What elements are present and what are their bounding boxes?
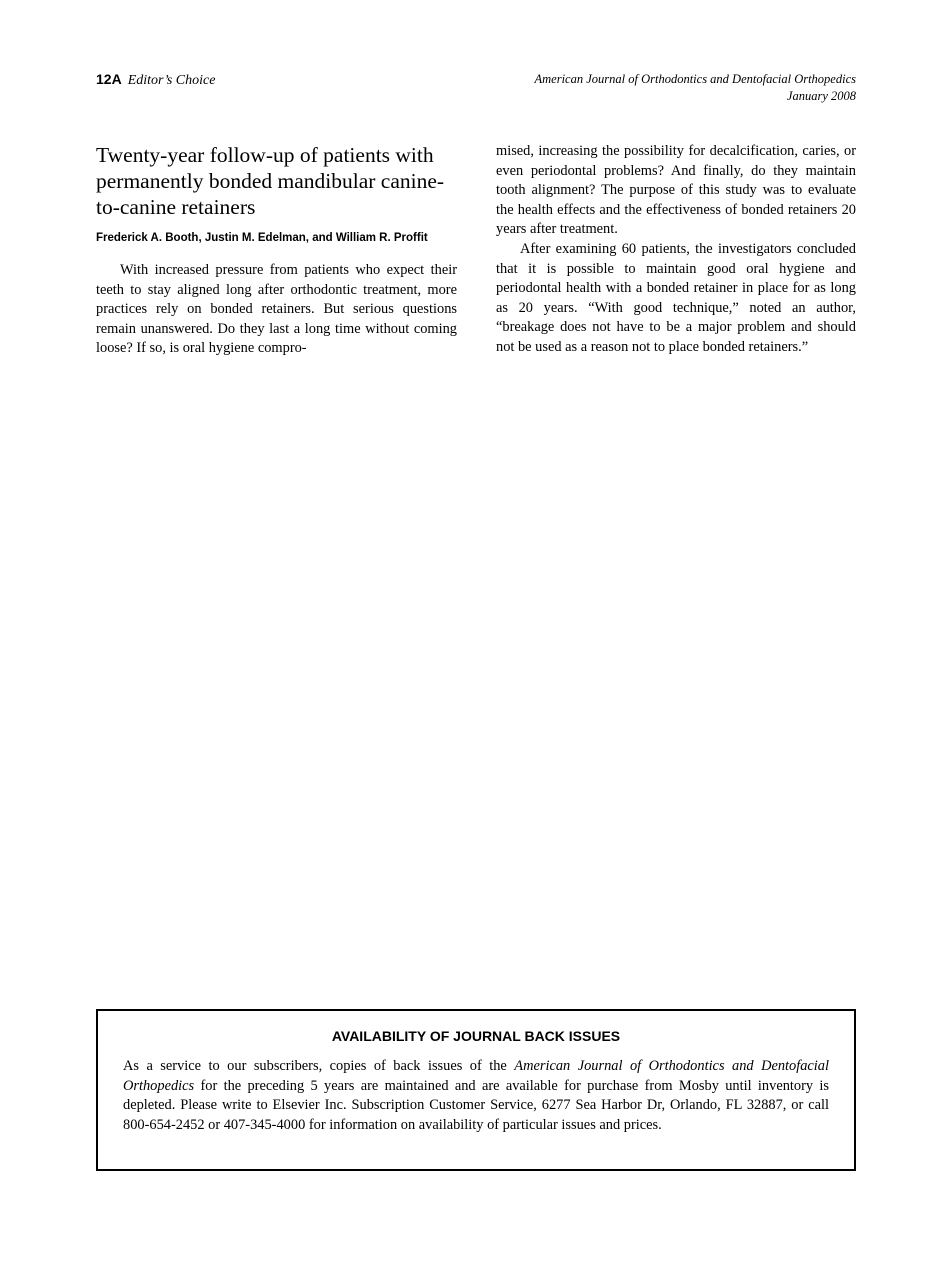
article-authors: Frederick A. Booth, Justin M. Edelman, and William R. Proffit [96, 232, 428, 244]
back-issues-notice [96, 1009, 856, 1171]
notice-journal-name: American Journal of Orthodontics and Dentofacial Orthopedics [123, 1058, 830, 1094]
notice-text [123, 1057, 829, 1135]
paragraph-2: After examining 60 patients, the investigators concluded that it is possible to maintain good oral hygiene and periodontal health with a bonded retainer in place for as long as 20 years. “With good technique,” noted an author, “breakage does not have to be a major problem and should not be used as a reason not to place bonded retainers.” [496, 240, 856, 355]
paragraph-1-continued: mised, increasing the possibility for decalcification, caries, or even periodontal problems? And finally, do they maintain tooth alignment? The purpose of this study was to evaluate the health effects and the effectiveness of bonded retainers 20 years after treatment. [496, 143, 856, 238]
left-column [96, 142, 457, 359]
notice-heading: AVAILABILITY OF JOURNAL BACK ISSUES [331, 1028, 621, 1044]
article-title: Twenty-year follow-up of patients with permanently bonded mandibular canine-to-canine retainers [96, 143, 445, 219]
issue-date: January 2008 [786, 89, 856, 103]
paragraph-1-start: With increased pressure from patients who expect their teeth to stay aligned long after orthodontic treatment, more practices rely on bonded retainers. But serious questions remain unanswered. Do they last a long time without coming loose? If so, is oral hygiene compro- [96, 262, 457, 357]
notice-text-after: for the preceding 5 years are maintained and are available for purchase from Mosby until inventory is depleted. Please write to Elsevier Inc. Subscription Customer Service, 6277 Sea Harbor Dr, Orlando, FL 32887, or call 800-654-2452 or 407-345-4000 for information on availability of particular issues and prices. [123, 1077, 829, 1133]
journal-name: American Journal of Orthodontics and Dentofacial Orthopedics [534, 72, 856, 86]
running-header-right [535, 71, 857, 105]
right-column [496, 142, 856, 358]
running-header-left [96, 71, 215, 89]
section-name: Editor’s Choice [127, 73, 216, 88]
page-number: 12A [96, 71, 122, 87]
notice-text-before: As a service to our subscribers, copies of back issues of the [123, 1058, 515, 1074]
